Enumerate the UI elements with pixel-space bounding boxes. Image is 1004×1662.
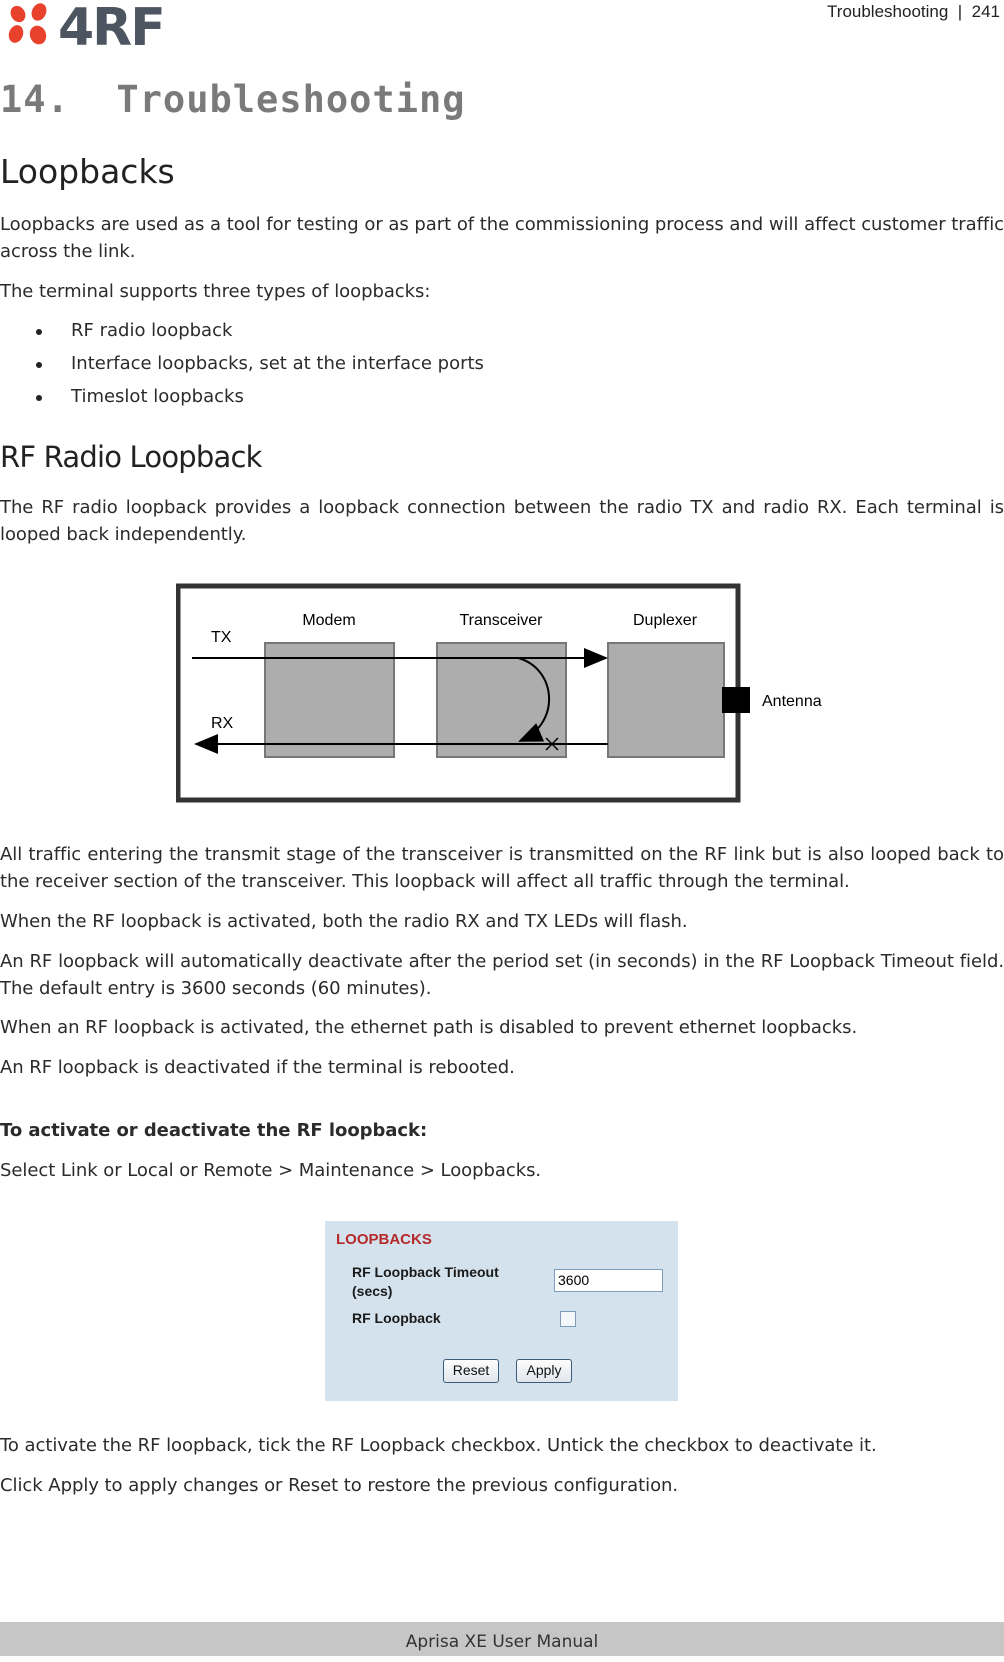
rf-radio-intro: The RF radio loopback provides a loopback connection between the radio TX and radio RX. Each terminal is looped back independently. <box>0 497 1004 545</box>
apply-button[interactable]: Apply <box>516 1359 572 1383</box>
loopback-types-intro: The terminal supports three types of loopbacks: <box>0 281 431 302</box>
duplexer-block <box>608 643 724 757</box>
loopback-types-list <box>0 317 1004 416</box>
list-item: Timeslot loopbacks <box>0 383 1004 416</box>
rf-loopback-para-3: An RF loopback will automatically deactivate after the period set (in seconds) in the RF Loopback Timeout field. The default entry is 3600 seconds (60 minutes). <box>0 951 1004 999</box>
procedure-heading: To activate or deactivate the RF loopback: <box>0 1120 428 1141</box>
logo-petals-icon <box>6 1 49 47</box>
rf-loopback-timeout-input[interactable]: 3600 <box>554 1269 663 1292</box>
rf-loopback-para-1: All traffic entering the transmit stage of the transceiver is transmitted on the RF link but is also looped back to the receiver section of the transceiver. This loopback will affect all traffic through the terminal. <box>0 844 1004 892</box>
list-item: Interface loopbacks, set at the interface ports <box>0 350 1004 383</box>
modem-label: Modem <box>302 612 356 629</box>
reset-button[interactable]: Reset <box>443 1359 499 1383</box>
bullet-icon <box>36 395 42 401</box>
loopbacks-panel <box>325 1221 678 1401</box>
rf-loopback-checkbox[interactable] <box>560 1311 576 1327</box>
antenna-icon <box>722 687 750 713</box>
loopbacks-intro: Loopbacks are used as a tool for testing or as part of the commissioning process and will affect customer traffic across the link. <box>0 214 1004 262</box>
duplexer-label: Duplexer <box>632 612 698 629</box>
4rf-logo <box>4 0 204 52</box>
rf-loopback-diagram <box>176 583 840 805</box>
rf-loopback-para-5: An RF loopback is deactivated if the terminal is rebooted. <box>0 1057 515 1078</box>
after-panel-para-1: To activate the RF loopback, tick the RF Loopback checkbox. Untick the checkbox to deactivate it. <box>0 1435 877 1456</box>
list-item: RF radio loopback <box>0 317 1004 350</box>
modem-block <box>265 643 394 757</box>
rf-loopback-para-4: When an RF loopback is activated, the ethernet path is disabled to prevent ethernet loopbacks. <box>0 1017 858 1038</box>
transceiver-block <box>437 643 566 757</box>
rf-loopback-label: RF Loopback <box>352 1310 441 1326</box>
section-heading-rf-radio-loopback: RF Radio Loopback <box>0 440 262 474</box>
bullet-icon <box>36 329 42 335</box>
rx-label: RX <box>211 715 234 732</box>
section-heading-loopbacks: Loopbacks <box>0 152 175 191</box>
antenna-label: Antenna <box>762 693 822 710</box>
panel-title: LOOPBACKS <box>336 1231 432 1248</box>
rf-loopback-timeout-label: RF Loopback Timeout (secs) <box>352 1264 499 1299</box>
rf-loopback-para-2: When the RF loopback is activated, both the radio RX and TX LEDs will flash. <box>0 911 688 932</box>
transceiver-label: Transceiver <box>459 612 543 629</box>
bullet-icon <box>36 362 42 368</box>
logo-wordmark: 4RF <box>58 0 164 52</box>
procedure-step: Select Link or Local or Remote > Maintenance > Loopbacks. <box>0 1160 542 1181</box>
after-panel-para-2: Click Apply to apply changes or Reset to restore the previous configuration. <box>0 1475 679 1496</box>
chapter-title: 14. Troubleshooting <box>0 78 466 121</box>
running-header: Troubleshooting | 241 <box>827 2 1000 21</box>
tx-label: TX <box>211 629 232 646</box>
page-footer: Aprisa XE User Manual <box>0 1622 1004 1656</box>
